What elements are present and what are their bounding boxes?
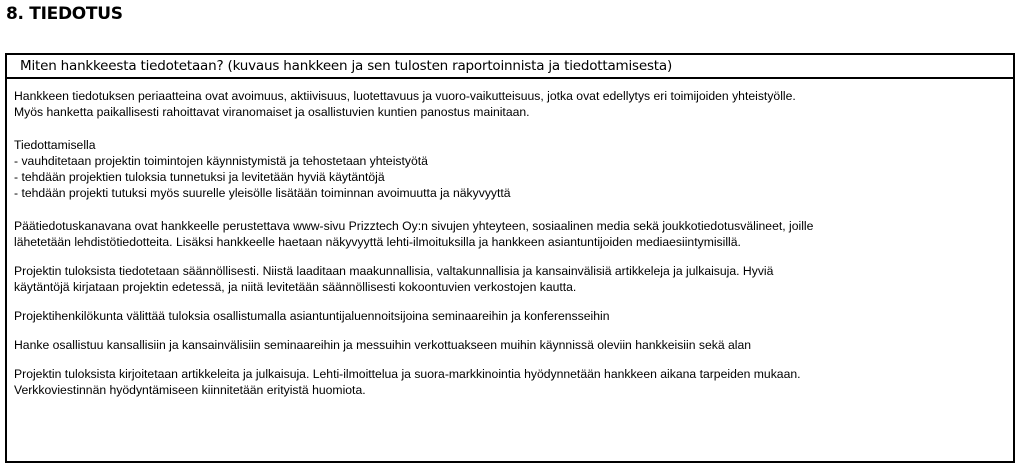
communication-form-box [5, 53, 1015, 463]
paragraph-goals-list [14, 137, 1005, 201]
paragraph-staff [14, 308, 1005, 324]
paragraph-seminars [14, 337, 1005, 353]
text-line: Projektihenkilökunta välittää tuloksia osallistumalla asiantuntijaluennoitsijoina seminaareihin ja konferensseihin [14, 309, 610, 323]
text-line: Tiedottamisella [14, 138, 96, 152]
text-line: Projektin tuloksista kirjoitetaan artikkeleita ja julkaisuja. Lehti-ilmoittelua ja suora-markkinointia hyödynnetään hankkeen aikana tarpeiden mukaan. [14, 367, 801, 381]
text-line: Päätiedotuskanavana ovat hankkeelle perustettava www-sivu Prizztech Oy:n sivujen yhteyteen, sosiaalinen media sekä joukkotiedotusvälineet, joille [14, 219, 814, 233]
paragraph-principles [14, 88, 1005, 120]
list-item: - tehdään projekti tutuksi myös suurelle yleisölle lisätään toiminnan avoimuutta ja näkyvyyttä [14, 186, 511, 200]
paragraph-results [14, 263, 1005, 295]
text-line: Myös hanketta paikallisesti rahoittavat viranomaiset ja osallistuvien kuntien panostus mainitaan. [14, 105, 530, 119]
paragraph-articles [14, 366, 1005, 398]
text-line: Hankkeen tiedotuksen periaatteina ovat avoimuus, aktiivisuus, luotettavuus ja vuoro-vaikutteisuus, jotka ovat edellytys eri toimijoiden yhteistyölle. [14, 89, 796, 103]
text-line: Verkkoviestinnän hyödyntämiseen kiinnitetään erityistä huomiota. [14, 383, 366, 397]
box-answer-content [7, 79, 1013, 398]
paragraph-channels [14, 218, 1005, 250]
list-item: - vauhditetaan projektin toimintojen käynnistymistä ja tehostetaan yhteistyötä [14, 154, 428, 168]
text-line: Hanke osallistuu kansallisiin ja kansainvälisiin seminaareihin ja messuihin verkottuakseen muihin käynnissä oleviin hankkeisiin sekä alan [14, 338, 752, 352]
text-line: lähetetään lehdistötiedotteita. Lisäksi hankkeelle haetaan näkyvyyttä lehti-ilmoituksilla ja hankkeen asiantuntijoiden mediaesiintymisillä. [14, 235, 741, 249]
section-title: 8. TIEDOTUS [6, 4, 123, 24]
list-item: - tehdään projektien tuloksia tunnetuksi ja levitetään hyviä käytäntöjä [14, 170, 385, 184]
text-line: Projektin tuloksista tiedotetaan säännöllisesti. Niistä laaditaan maakunnallisia, valtakunnallisia ja kansainvälisiä artikkeleja ja julkaisuja. Hyviä [14, 264, 774, 278]
text-line: käytäntöjä kirjataan projektin edetessä, ja niitä levitetään säännöllisesti kokoontuvien verkostojen kautta. [14, 280, 577, 294]
box-question-header: Miten hankkeesta tiedotetaan? (kuvaus hankkeen ja sen tulosten raportoinnista ja tiedottamisesta) [7, 55, 1013, 79]
